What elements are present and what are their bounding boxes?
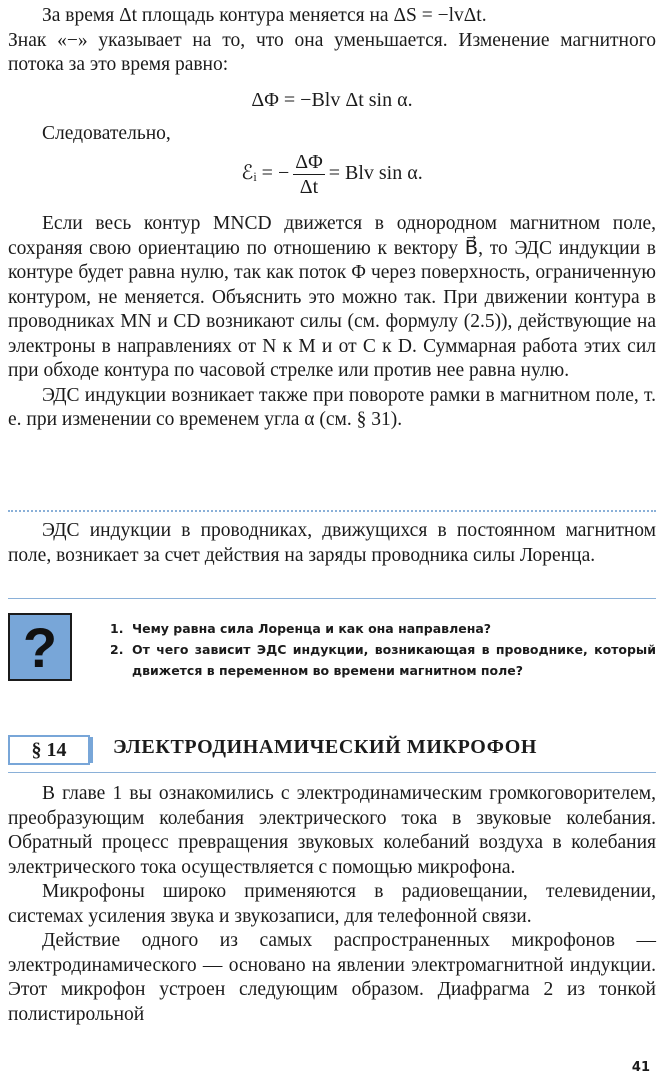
question-number: 2. bbox=[110, 642, 124, 657]
question-item bbox=[110, 618, 656, 639]
section-badge-bar bbox=[90, 737, 93, 763]
question-text: Чему равна сила Лоренца и как она направлена? bbox=[132, 621, 492, 636]
intro-line-1: За время Δt площадь контура меняется на ΔS = −lvΔt. bbox=[42, 5, 487, 26]
intro-line-2: Знак «−» указывает на то, что она уменьшается. Изменение магнитного потока за это время равно: bbox=[8, 29, 656, 75]
formula-2-denominator: Δt bbox=[299, 176, 319, 198]
consequently-block bbox=[8, 122, 656, 147]
question-number: 1. bbox=[110, 621, 124, 636]
formula-flux-change bbox=[8, 86, 656, 114]
section-header-rule bbox=[8, 772, 656, 773]
question-item bbox=[110, 639, 656, 681]
formula-2-numerator: ΔΦ bbox=[295, 151, 323, 173]
summary-text: ЭДС индукции в проводниках, движущихся в постоянном магнитном поле, возникает за счет действия на заряды проводника силы Лоренца. bbox=[8, 520, 656, 566]
question-mark-icon bbox=[8, 613, 72, 681]
question-list bbox=[110, 618, 656, 681]
rotation-paragraph: ЭДС индукции возникает также при повороте рамки в магнитном поле, т. е. при изменении со временем угла α (см. § 31). bbox=[8, 384, 656, 430]
section-number-badge bbox=[8, 735, 90, 765]
section-number: § 14 bbox=[31, 738, 67, 761]
question-text: От чего зависит ЭДС индукции, возникающая в проводнике, который движется в переменном во времени магнитном поле? bbox=[132, 642, 656, 678]
section-paragraph-2: Микрофоны широко применяются в радиовещании, телевидении, системах усиления звука и звукозаписи, для телефонной связи. bbox=[8, 881, 656, 927]
page-number: 41 bbox=[631, 1060, 650, 1075]
formula-emf bbox=[8, 150, 656, 199]
formula-2-fraction bbox=[293, 150, 324, 199]
contour-paragraph: Если весь контур MNCD движется в однородном магнитном поле, сохраняя свою ориентацию по отношению к вектору B⃗, то ЭДС индукции в контуре будет равна нулю, так как поток Φ через поверхность, ограниченную контуром, не меняется. Объяснить это можно так. При движении контура в проводниках MN и CD возникают силы (см. формулу (2.5)), действующие на электроны в направлениях от N к M и от C к D. Суммарная работа этих сил при обходе контура по часовой стрелке или против нее равна нулю. bbox=[8, 213, 656, 381]
summary-block bbox=[8, 519, 656, 568]
section-body bbox=[8, 782, 656, 1027]
section-paragraph-3: Действие одного из самых распространенных микрофонов — электродинамического — основано на явлении электромагнитной индукции. Этот микрофон устроен следующим образом. Диафрагма 2 из тонкой полистирольной bbox=[8, 930, 656, 1025]
section-paragraph-1: В главе 1 вы ознакомились с электродинамическим громкоговорителем, преобразующим колебания электрического тока в звуковые колебания. Обратный процесс превращения звуковых колебаний воздуха в колебания электрического тока осуществляется с помощью микрофона. bbox=[8, 783, 656, 878]
summary-divider bbox=[8, 598, 656, 599]
formula-1: ΔΦ = −Blv Δt sin α. bbox=[251, 89, 413, 111]
consequently-text: Следовательно, bbox=[42, 123, 171, 144]
question-icon-glyph: ? bbox=[22, 615, 58, 679]
intro-paragraph bbox=[8, 4, 656, 78]
contour-paragraph-block bbox=[8, 212, 656, 433]
section-title: ЭЛЕКТРОДИНАМИЧЕСКИЙ МИКРОФОН bbox=[113, 736, 538, 758]
formula-2-lhs: ℰᵢ = − bbox=[241, 162, 290, 185]
formula-2-rhs: = Blv sin α. bbox=[328, 162, 423, 185]
dotted-divider bbox=[8, 510, 656, 512]
